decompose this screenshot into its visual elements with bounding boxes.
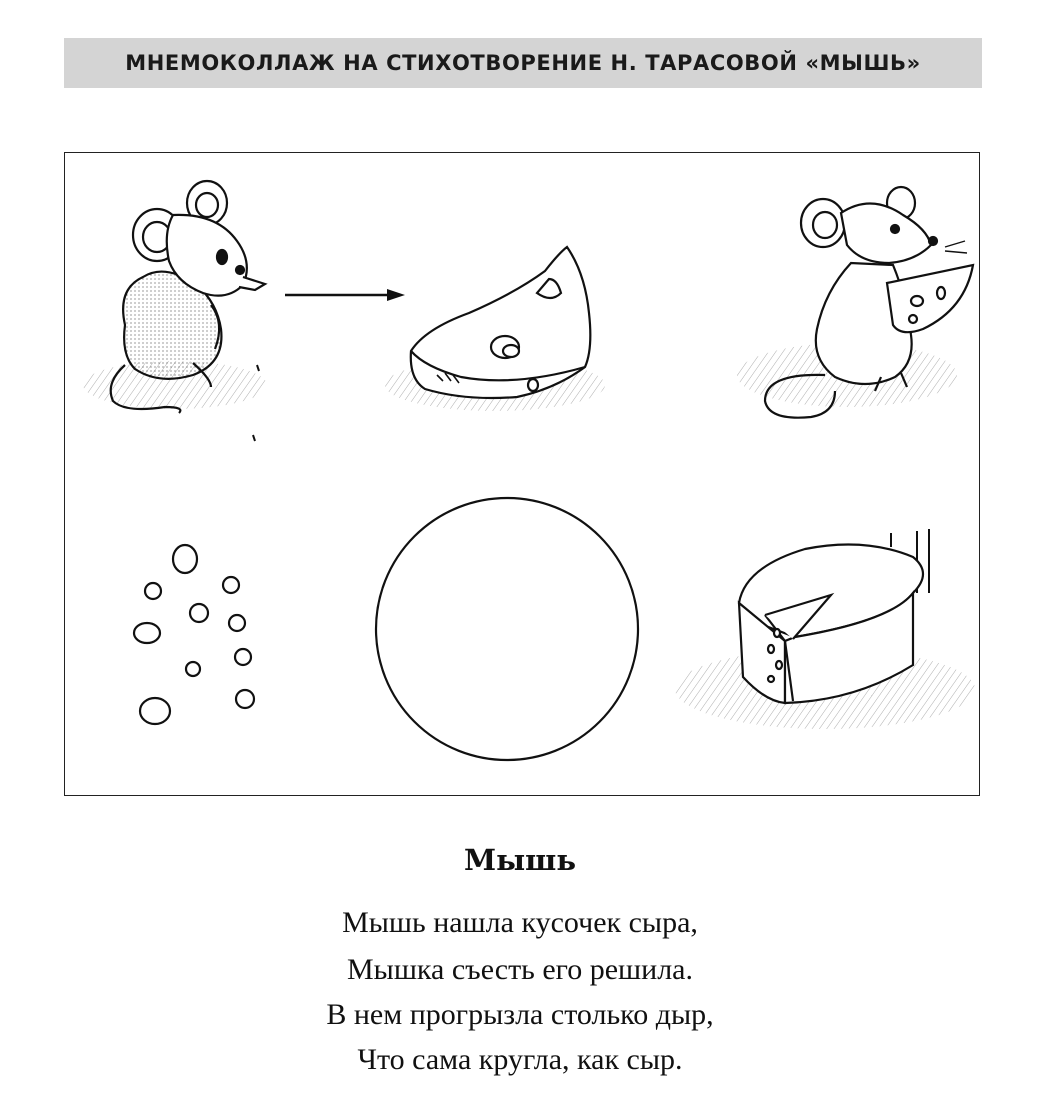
poem-title: Мышь [463, 843, 577, 877]
cheese-piece-icon [385, 247, 605, 411]
mouse-pointing-icon [83, 181, 267, 441]
circle-icon [376, 498, 638, 760]
page-header [64, 38, 982, 88]
poem-line: Мышь нашла кусочек сыра, [342, 906, 698, 939]
poem-line: В нем прогрызла столько дыр, [326, 998, 714, 1031]
poem-line: Мышка съесть его решила. [347, 953, 693, 986]
cheese-wheel-icon [675, 529, 975, 729]
collage-drawing [65, 153, 979, 795]
poem-line: Что сама кругла, как сыр. [357, 1043, 683, 1076]
holes-icon [134, 545, 254, 724]
mouse-holding-cheese-icon [737, 187, 973, 418]
header-title: МНЕМОКОЛЛАЖ НА СТИХОТВОРЕНИЕ Н. ТАРАСОВОЙ «МЫШЬ» [125, 51, 921, 75]
arrow-icon [285, 289, 405, 301]
mnemo-collage [64, 152, 980, 796]
